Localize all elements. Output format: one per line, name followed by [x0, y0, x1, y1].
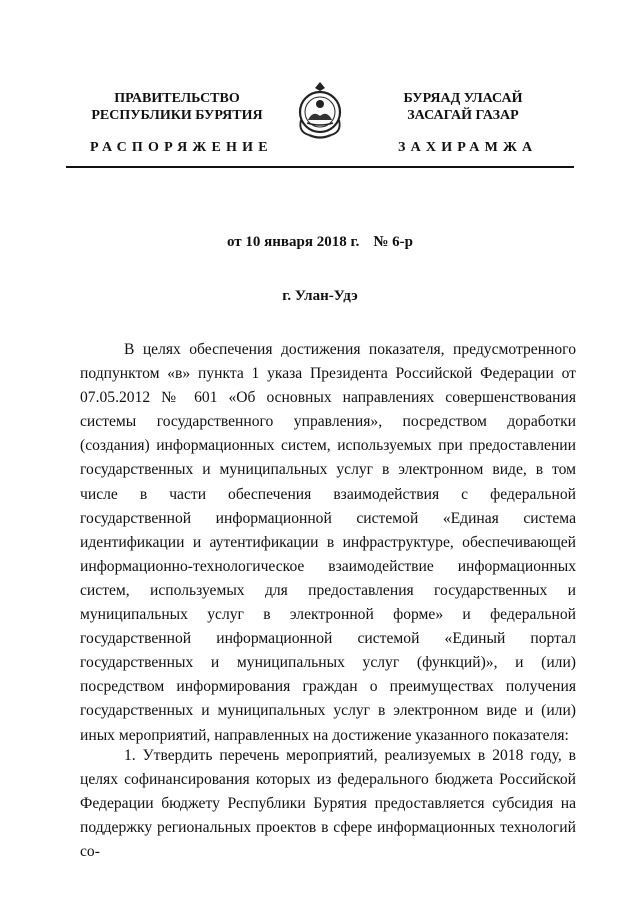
emblem-sun-icon	[316, 100, 324, 108]
order-city: г. Улан-Удэ	[282, 288, 358, 304]
body-paragraph-2: 1. Утвердить перечень мероприятий, реализуемых в 2018 году, в целях софинансирования которых из федерального бюджета Российской Федерации бюджету Республики Бурятия предоставляется субсидия на поддержку региональных проектов в сфере информационных технологий со-	[80, 747, 576, 861]
order-date-line	[0, 234, 640, 251]
emblem-crown-icon	[315, 82, 325, 91]
document-type-title: РАСПОРЯЖЕНИЕ	[90, 140, 273, 155]
emblem-ribbon-icon	[309, 135, 331, 138]
header-divider	[66, 166, 574, 168]
order-date: от 10 января 2018 г.	[226, 234, 360, 250]
header-left-line1: ПРАВИТЕЛЬСТВО	[114, 91, 240, 106]
header-left-line2: РЕСПУБЛИКИ БУРЯТИЯ	[91, 108, 263, 123]
emblem-mountains-icon	[308, 114, 332, 120]
header-right-block	[343, 90, 583, 124]
order-number: № 6-р	[373, 234, 414, 250]
header-left-block	[57, 90, 297, 124]
emblem-ring-icon	[300, 92, 340, 132]
header-right-line1: БУРЯАД УЛАСАЙ	[403, 91, 523, 106]
body-paragraph-1: В целях обеспечения достижения показателя, предусмотренного подпунктом «в» пункта 1 указа Президента Российской Федерации от 07.05.2012 № 601 «Об основных направлениях совершенствования системы государственного управления», посредством доработки (создания) информационных систем, используемых при предоставлении государственных и муниципальных услуг в электронном виде, в том числе в части обеспечения взаимодействия с федеральной государственной информационной системой «Единая система идентификации и аутентификации в инфраструктуре, обеспечивающей информационно-технологическое взаимодействие информационных систем, используемых для предоставления государственных и муниципальных услуг в электронной форме» и федеральной государственной информационной системой «Единый портал государственных и муниципальных услуг (функций)», и (или) посредством информирования граждан о преимуществах получения государственных и муниципальных услуг в электронном виде и (или) иных мероприятий, направленных на достижение указанного показателя:	[80, 341, 576, 744]
emblem-water-icon	[307, 123, 333, 125]
coat-of-arms-emblem	[295, 80, 345, 142]
document-type-title-buryat: ЗАХИРАМЖА	[398, 140, 538, 155]
header-right-line2: ЗАСАГАЙ ГАЗАР	[407, 108, 519, 123]
